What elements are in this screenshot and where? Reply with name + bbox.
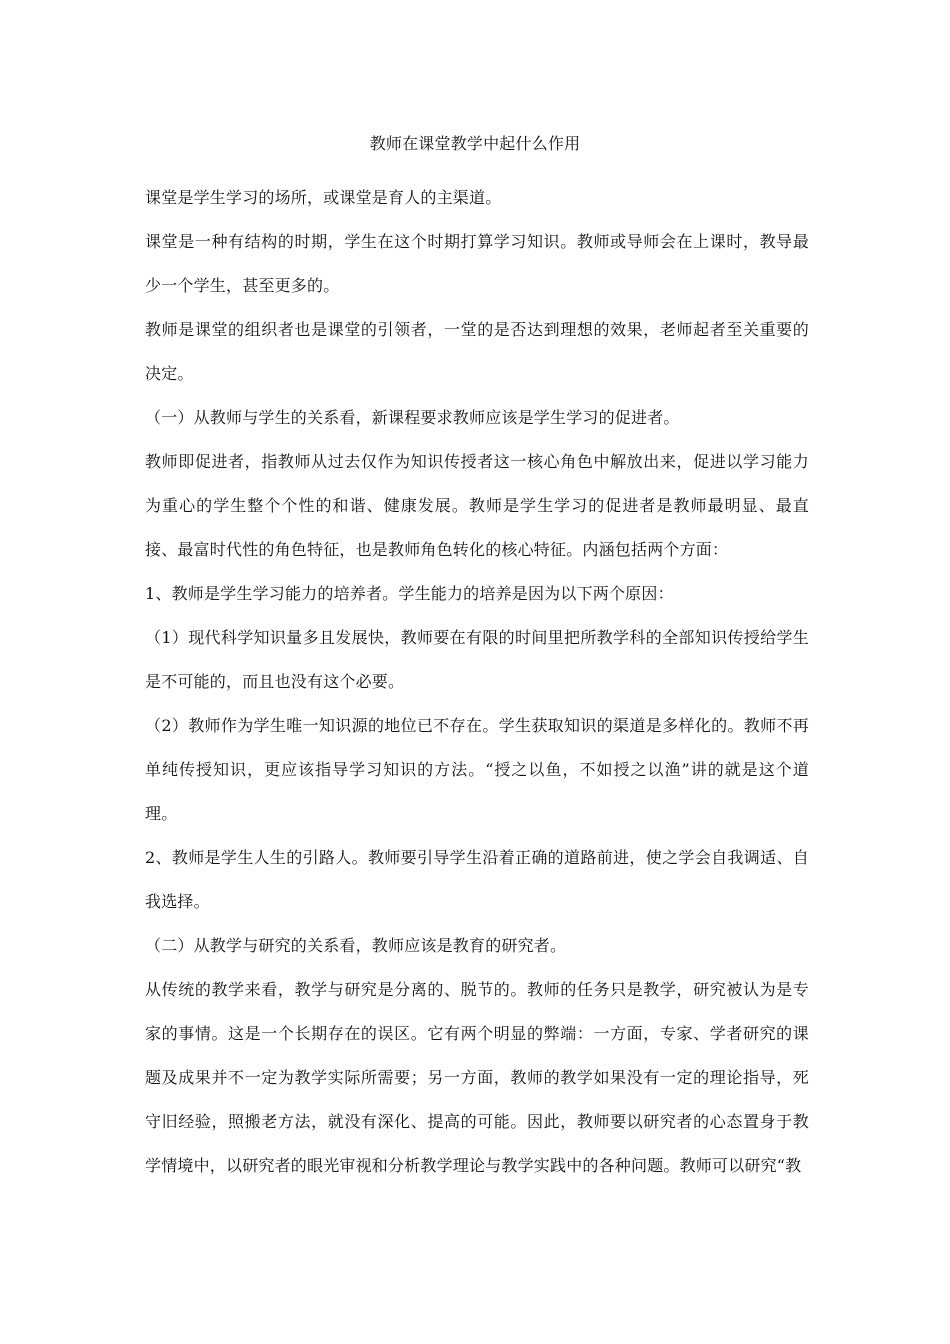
list-item-2: 2、教师是学生人生的引路人。教师要引导学生沿着正确的道路前进，使之学会自我调适、自我选择。 xyxy=(145,848,809,911)
paragraph-4: 教师即促进者，指教师从过去仅作为知识传授者这一核心角色中解放出来，促进以学习能力为重心的学生整个个性的和谐、健康发展。教师是学生学习的促进者是教师最明显、最直接、最富时代性的角色特征，也是教师角色转化的核心特征。内涵包括两个方面： xyxy=(145,452,809,559)
document-title: 教师在课堂教学中起什么作用 xyxy=(369,134,581,153)
sub-item-2: （2）教师作为学生唯一知识源的地位已不存在。学生获取知识的渠道是多样化的。教师不再单纯传授知识，更应该指导学习知识的方法。“授之以鱼，不如授之以渔”讲的就是这个道理。 xyxy=(145,716,809,823)
list-item-1: 1、教师是学生学习能力的培养者。学生能力的培养是因为以下两个原因： xyxy=(145,584,674,603)
section-heading-1: （一）从教师与学生的关系看，新课程要求教师应该是学生学习的促进者。 xyxy=(145,408,680,427)
paragraph-3: 教师是课堂的组织者也是课堂的引领者，一堂的是否达到理想的效果，老师起者至关重要的决定。 xyxy=(145,320,809,383)
paragraph-1: 课堂是学生学习的场所，或课堂是育人的主渠道。 xyxy=(145,188,502,207)
section-heading-2: （二）从教学与研究的关系看，教师应该是教育的研究者。 xyxy=(145,936,567,955)
paragraph-5: 从传统的教学来看，教学与研究是分离的、脱节的。教师的任务只是教学，研究被认为是专家的事情。这是一个长期存在的误区。它有两个明显的弊端：一方面，专家、学者研究的课题及成果并不一定为教学实际所需要；另一方面，教师的教学如果没有一定的理论指导，死守旧经验，照搬老方法，就没有深化、提高的可能。因此，教师要以研究者的心态置身于教学情境中，以研究者的眼光审视和分析教学理论与教学实践中的各种问题。教师可以研究“教 xyxy=(145,980,809,1175)
paragraph-2: 课堂是一种有结构的时期，学生在这个时期打算学习知识。教师或导师会在上课时，教导最少一个学生，甚至更多的。 xyxy=(145,232,809,295)
document-body xyxy=(145,176,809,1188)
sub-item-1: （1）现代科学知识量多且发展快，教师要在有限的时间里把所教学科的全部知识传授给学生是不可能的，而且也没有这个必要。 xyxy=(145,628,809,691)
